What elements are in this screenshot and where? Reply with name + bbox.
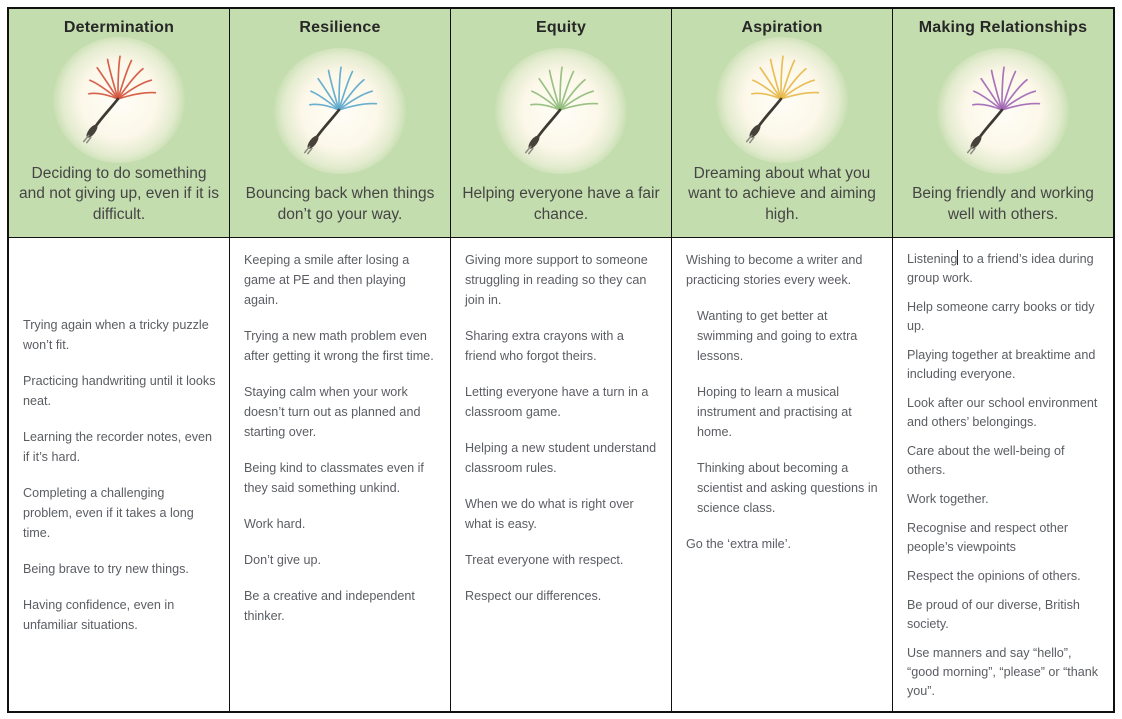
dandelion-seed-icon (951, 59, 1055, 163)
value-example-item[interactable]: When we do what is right over what is easy. (465, 497, 634, 531)
column-header-making-relationships (893, 9, 1113, 238)
seed-glow (495, 48, 627, 174)
value-example-item[interactable]: Letting everyone have a turn in a classroom game. (465, 385, 649, 419)
value-example-item[interactable]: Being brave to try new things. (23, 562, 189, 576)
value-example-item[interactable]: Completing a challenging problem, even if it takes a long time. (23, 486, 194, 540)
value-example-item[interactable]: Care about the well-being of others. (907, 444, 1065, 477)
column-header-aspiration (672, 9, 892, 238)
value-example-item[interactable]: Be proud of our diverse, British society. (907, 598, 1080, 631)
value-example-item[interactable]: Giving more support to someone struggling in reading so they can join in. (465, 253, 648, 307)
value-example-item[interactable]: Wanting to get better at swimming and going to extra lessons. (697, 309, 858, 363)
column-header-determination (9, 9, 229, 238)
value-example-item[interactable]: Hoping to learn a musical instrument and practising at home. (697, 385, 852, 439)
column-header-equity (451, 9, 671, 238)
column-determination (9, 9, 230, 711)
value-example-item[interactable]: Thinking about becoming a scientist and asking questions in science class. (697, 461, 878, 515)
value-description: Bouncing back when things don’t go your way. (245, 185, 435, 223)
dandelion-seed-icon (509, 59, 613, 163)
value-example-item[interactable]: Respect our differences. (465, 589, 602, 603)
value-example-item[interactable]: Trying again when a tricky puzzle won’t fit. (23, 318, 209, 352)
value-example-item[interactable]: Look after our school environment and others’ belongings. (907, 396, 1098, 429)
value-description: Dreaming about what you want to achieve and aiming high. (688, 164, 876, 223)
value-example-item[interactable]: Recognise and respect other people’s viewpoints (907, 521, 1069, 554)
seed-glow (937, 48, 1069, 174)
value-example-item[interactable]: Don’t give up. (244, 553, 322, 567)
school-values-table (7, 7, 1115, 713)
column-title: Aspiration (741, 19, 823, 36)
dandelion-seed-icon (730, 48, 834, 152)
column-equity (451, 9, 672, 711)
examples-cell-determination[interactable] (9, 238, 229, 711)
value-example-item[interactable]: Playing together at breaktime and including everyone. (907, 348, 1096, 381)
value-example-item[interactable]: Work together. (907, 492, 989, 506)
examples-cell-making-relationships[interactable] (893, 238, 1113, 711)
value-example-item[interactable]: Respect the opinions of others. (907, 569, 1081, 583)
value-example-item[interactable]: Listening to a friend’s idea during group work. (907, 252, 1094, 285)
value-description: Helping everyone have a fair chance. (462, 185, 660, 223)
value-example-item[interactable]: Use manners and say “hello”, “good morning”, “please” or “thank you”. (907, 646, 1099, 698)
value-example-item[interactable]: Trying a new math problem even after getting it wrong the first time. (244, 329, 434, 363)
value-example-item[interactable]: Keeping a smile after losing a game at PE and then playing again. (244, 253, 410, 307)
column-resilience (230, 9, 451, 711)
value-example-item[interactable]: Help someone carry books or tidy up. (907, 300, 1095, 333)
column-aspiration (672, 9, 893, 711)
dandelion-seed-icon (288, 59, 392, 163)
value-example-item[interactable]: Practicing handwriting until it looks neat. (23, 374, 216, 408)
value-example-item[interactable]: Treat everyone with respect. (465, 553, 624, 567)
value-description: Being friendly and working well with others. (912, 185, 1094, 223)
examples-cell-aspiration[interactable] (672, 238, 892, 711)
value-example-item[interactable]: Wishing to become a writer and practicing stories every week. (686, 253, 863, 287)
value-example-item[interactable]: Work hard. (244, 517, 306, 531)
value-example-item[interactable]: Go the ‘extra mile’. (686, 537, 791, 551)
column-title: Determination (63, 19, 175, 36)
seed-glow (716, 37, 848, 163)
examples-cell-equity[interactable] (451, 238, 671, 711)
column-making-relationships (893, 9, 1113, 711)
seed-glow (53, 37, 185, 163)
value-example-item[interactable]: Staying calm when your work doesn’t turn out as planned and starting over. (244, 385, 421, 439)
column-title: Making Relationships (918, 19, 1088, 36)
column-title: Equity (535, 19, 587, 36)
value-example-item[interactable]: Having confidence, even in unfamiliar situations. (23, 598, 175, 632)
value-example-item[interactable]: Be a creative and independent thinker. (244, 589, 415, 623)
dandelion-seed-icon (67, 48, 171, 152)
seed-glow (274, 48, 406, 174)
examples-cell-resilience[interactable] (230, 238, 450, 711)
column-title: Resilience (299, 19, 381, 36)
value-example-item[interactable]: Sharing extra crayons with a friend who forgot theirs. (465, 329, 624, 363)
value-example-item[interactable]: Helping a new student understand classroom rules. (465, 441, 657, 475)
value-example-item[interactable]: Being kind to classmates even if they said something unkind. (244, 461, 424, 495)
column-header-resilience (230, 9, 450, 238)
value-example-item[interactable]: Learning the recorder notes, even if it’s hard. (23, 430, 213, 464)
value-description: Deciding to do something and not giving up, even if it is difficult. (19, 164, 219, 223)
